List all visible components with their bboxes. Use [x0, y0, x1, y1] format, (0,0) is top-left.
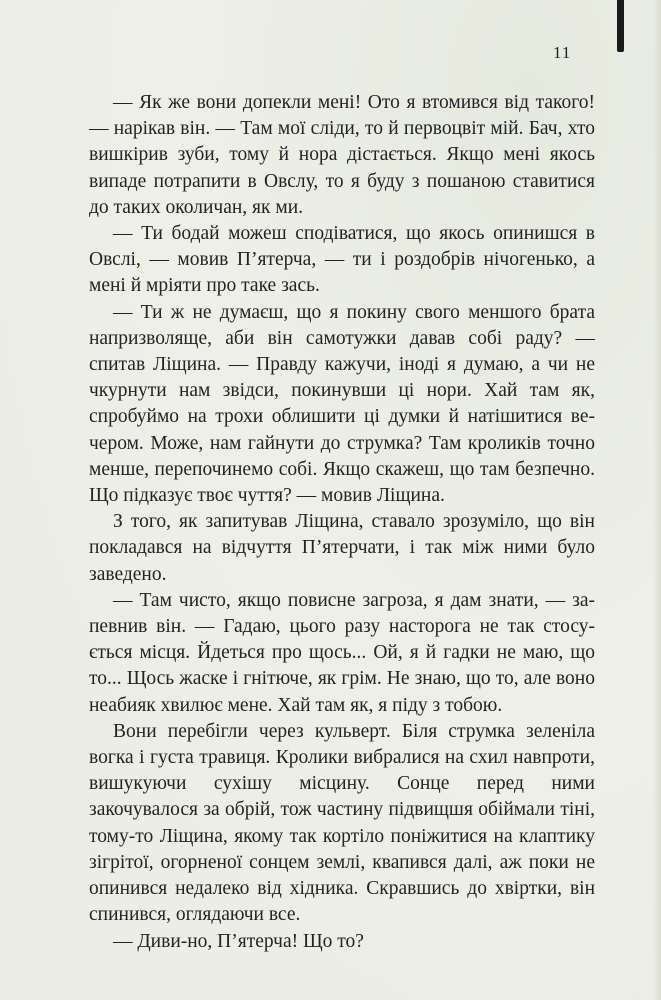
paragraph-2: — Ти бодай можеш сподіватися, що якось опинишся в Овслі, — мовив П’ятерча, — ти і роздобрів нічогенько, а мені й мріяти про таке зась.	[89, 223, 595, 297]
paragraph-4: З того, як запитував Ліщина, ставало зрозуміло, що він покладався на відчуття П’ятерчати, і так між ними було заведено.	[89, 511, 595, 585]
page-edge-shadow	[653, 0, 661, 1000]
paragraph-7: — Диви-но, П’ятерча! Що то?	[113, 930, 364, 952]
paragraph-1: — Як же вони допекли мені! Ото я втомився від такого! — нарікав він. — Там мої сліди, то й первоцвіт мій. Бач, хто вишкірив зуби, тому й нора дістається. Якщо мені якось випаде потрапити в Овслу, то я буду з пошаною ставитися до таких околичан, як ми.	[89, 92, 595, 218]
page-number: 11	[553, 43, 572, 62]
binding-mark	[617, 0, 624, 52]
body-text	[89, 90, 595, 955]
paragraph-3: — Ти ж не думаєш, що я покину свого меншого брата напризволяще, аби він самотужки давав собі раду? — спитав Ліщина. — Правду кажучи, іноді я думаю, а чи не чкурнути нам звідси, покинувши ці нори. Хай там як, спробуймо на трохи облишити ці думки й натішитися вечером. Може, нам гайнути до струмка? Там кроликів точно менше, перепочинемо собі. Якщо скажеш, що там безпечно. Що підказує твоє чуття? — мовив Ліщина.	[89, 301, 595, 507]
paragraph-6: Вони перебігли через кульверт. Біля струмка зеленіла вогка і густа травиця. Кролики вибралися на схил навпроти, вишукуючи сухішу місцину. Сонце перед ними закочувалося за обрій, тож частину підвищшя обіймали тіні, тому-то Ліщина, якому так кортіло поніжитися на клаптику зігрітої, огорненої сонцем землі, квапився далі, аж поки не опинився недалеко від хідника. Скравшись до хвіртки, він спинився, оглядаючи все.	[89, 720, 595, 926]
paragraph-5: — Там чисто, якщо повисне загроза, я дам знати, — запевнив він. — Гадаю, цього разу насторога не так стосується місця. Йдеться про щось... Ой, я й гадки не маю, що то... Щось жаске і гнітюче, як грім. Не знаю, що то, але воно неабияк хвилює мене. Хай там як, я піду з тобою.	[89, 589, 595, 716]
